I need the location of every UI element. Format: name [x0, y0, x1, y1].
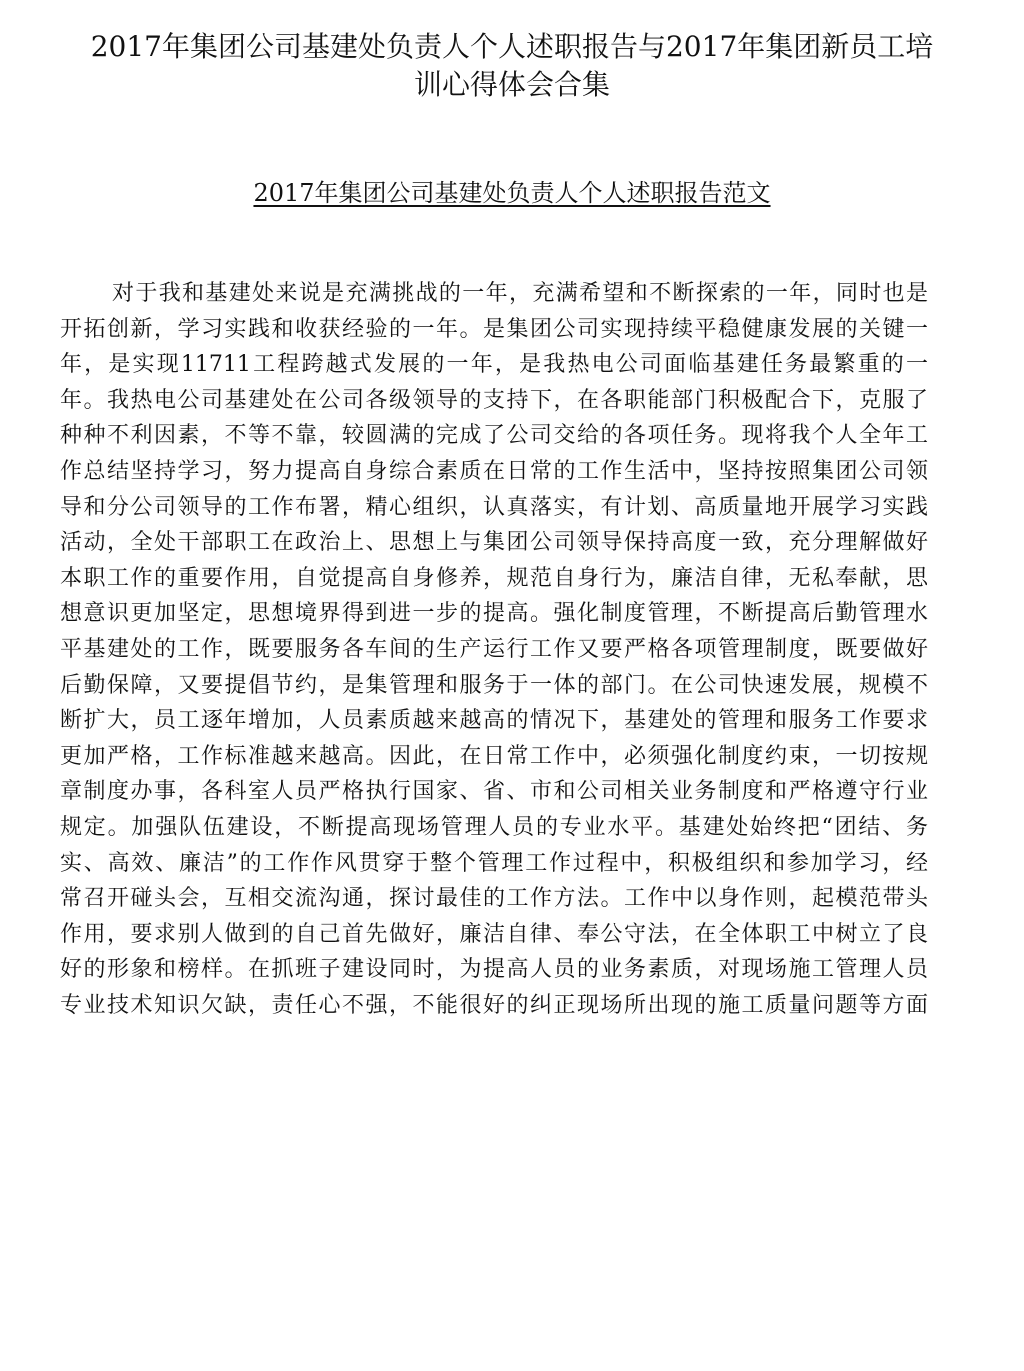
document-title-line-1: 2017年集团公司基建处负责人个人述职报告与2017年集团新员工培	[90, 30, 934, 63]
body-line: 活动，全处干部职工在政治上、思想上与集团公司领导保持高度一致，充分理解做好	[60, 530, 928, 556]
body-line: 年，是实现11711工程跨越式发展的一年，是我热电公司面临基建任务最繁重的一	[60, 352, 928, 378]
document-title-line-2: 训心得体会合集	[413, 68, 610, 101]
body-line: 开拓创新，学习实践和收获经验的一年。是集团公司实现持续平稳健康发展的关键一	[60, 316, 928, 342]
body-line: 对于我和基建处来说是充满挑战的一年，充满希望和不断探索的一年，同时也是	[112, 281, 928, 306]
body-line: 好的形象和榜样。在抓班子建设同时，为提高人员的业务素质，对现场施工管理人员	[60, 957, 928, 983]
body-line: 本职工作的重要作用，自觉提高自身修养，规范自身行为，廉洁自律，无私奉献，思	[60, 565, 928, 591]
body-line: 章制度办事，各科室人员严格执行国家、省、市和公司相关业务制度和严格遵守行业	[60, 779, 928, 805]
body-line: 导和分公司领导的工作布署，精心组织，认真落实，有计划、高质量地开展学习实践	[60, 494, 928, 520]
body-line: 想意识更加坚定，思想境界得到进一步的提高。强化制度管理，不断提高后勤管理水	[60, 601, 928, 627]
body-line: 常召开碰头会，互相交流沟通，探讨最佳的工作方法。工作中以身作则，起模范带头	[60, 886, 928, 912]
body-line: 后勤保障，又要提倡节约，是集管理和服务于一体的部门。在公司快速发展，规模不	[60, 672, 928, 698]
body-line: 种种不利因素，不等不靠，较圆满的完成了公司交给的各项任务。现将我个人全年工	[60, 423, 928, 449]
body-line: 规定。加强队伍建设，不断提高现场管理人员的专业水平。基建处始终把“团结、务	[60, 814, 928, 840]
section-title-text: 2017年集团公司基建处负责人个人述职报告范文	[253, 179, 771, 207]
body-paragraph	[60, 276, 928, 1023]
body-line: 断扩大，员工逐年增加，人员素质越来越高的情况下，基建处的管理和服务工作要求	[60, 708, 928, 734]
body-line: 作用，要求别人做到的自己首先做好，廉洁自律、奉公守法，在全体职工中树立了良	[60, 921, 928, 947]
body-line: 专业技术知识欠缺，责任心不强，不能很好的纠正现场所出现的施工质量问题等方面	[60, 992, 928, 1018]
document-title	[60, 28, 964, 104]
section-title	[60, 176, 964, 210]
body-line: 更加严格，工作标准越来越高。因此，在日常工作中，必须强化制度约束，一切按规	[60, 743, 928, 769]
body-line: 实、高效、廉洁”的工作作风贯穿于整个管理工作过程中，积极组织和参加学习，经	[60, 850, 928, 876]
body-line: 作总结坚持学习，努力提高自身综合素质在日常的工作生活中，坚持按照集团公司领	[60, 458, 928, 484]
body-line: 平基建处的工作，既要服务各车间的生产运行工作又要严格各项管理制度，既要做好	[60, 636, 928, 662]
body-line: 年。我热电公司基建处在公司各级领导的支持下，在各职能部门积极配合下，克服了	[60, 387, 928, 413]
